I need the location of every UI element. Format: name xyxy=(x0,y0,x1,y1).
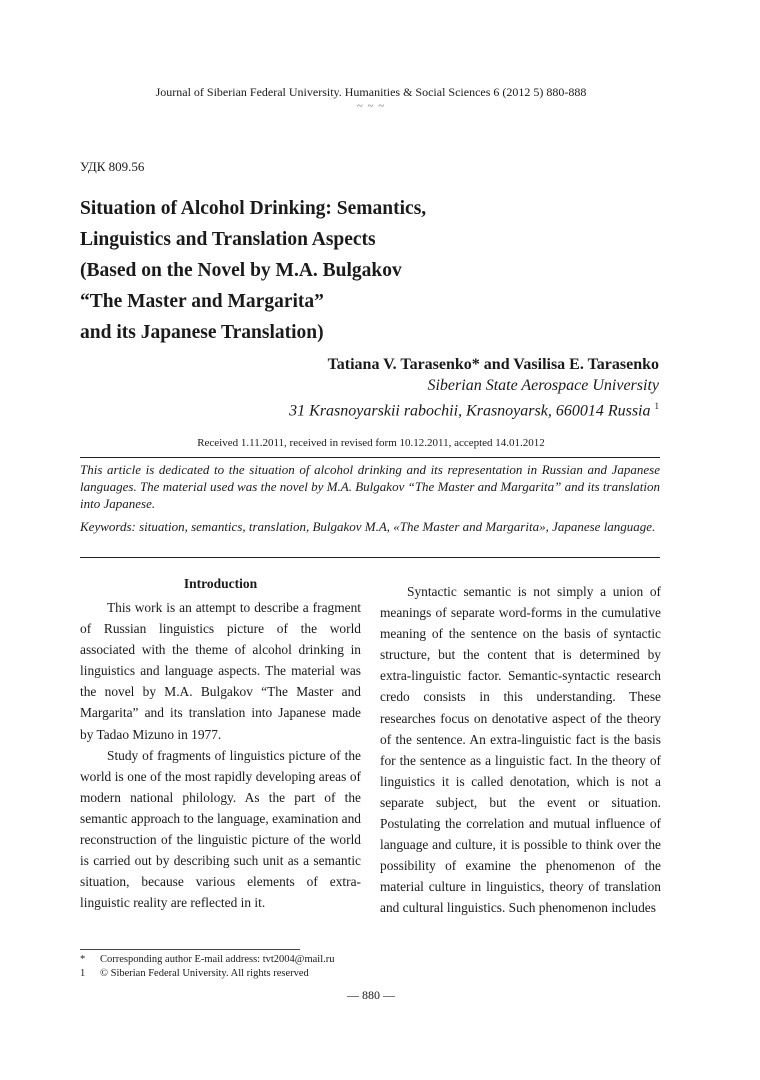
footnote-mark: * xyxy=(80,954,86,965)
keywords: Keywords: situation, semantics, translation, Bulgakov M.A, «The Master and Margarita», Japanese language. xyxy=(80,519,656,534)
udk-code: УДК 809.56 xyxy=(80,159,145,174)
left-column xyxy=(80,597,361,913)
footnote-rule xyxy=(80,949,300,950)
title-line: “The Master and Margarita” xyxy=(80,291,324,312)
received-dates: Received 1.11.2011, received in revised form 10.12.2011, accepted 14.01.2012 xyxy=(197,437,545,449)
abstract-text: This article is dedicated to the situation of alcohol drinking and its representation in Russian and Japanese languages. The material used was the novel by M.A. Bulgakov “The Master and Margarita” and its translation into Japanese. xyxy=(80,462,660,511)
title-line: (Based on the Novel by M.A. Bulgakov xyxy=(80,260,402,281)
section-heading: Introduction xyxy=(183,576,258,591)
page-number: — 880 — xyxy=(347,988,395,1002)
paragraph: Syntactic semantic is not simply a union of meanings of separate word-forms in the cumulative meaning of the sentence on the basis of syntactic structure, but the content that is determined by extra-linguistic factor. Semantic-syntactic research credo consists in this understanding. These researches focus on denotative aspect of the theory of the sentence. An extra-linguistic fact is the basis for the sentence as a linguistic fact. In the theory of linguistics it is called denotation, which is not a separate subject, but the event or situation. Postulating the correlation and mutual influence of language and culture, it is possible to think over the possibility of examine the phenomenon of the material culture in linguistics, theory of translation and cultural linguistics. Such phenomenon includes xyxy=(380,584,661,916)
article-title xyxy=(80,193,600,348)
title-line: and its Japanese Translation) xyxy=(80,322,324,343)
title-line: Situation of Alcohol Drinking: Semantics, xyxy=(80,198,427,219)
journal-header: Journal of Siberian Federal University. Humanities & Social Sciences 6 (2012 5) 880-888 xyxy=(155,85,587,99)
abstract-bottom-rule xyxy=(80,557,660,558)
footnote-mark: 1 xyxy=(80,968,86,979)
abstract-block xyxy=(80,461,660,541)
institution: Siberian State Aerospace University xyxy=(427,377,659,394)
footnote xyxy=(80,967,309,981)
footnote-text: Corresponding author E-mail address: tvt2004@mail.ru xyxy=(100,954,335,965)
address-line xyxy=(289,396,659,421)
right-column xyxy=(380,581,661,919)
footnote-mark: 1 xyxy=(654,401,659,411)
authors: Tatiana V. Tarasenko* and Vasilisa E. Tarasenko xyxy=(327,356,659,373)
footnote-text: © Siberian Federal University. All rights reserved xyxy=(100,968,309,979)
paragraph: Study of fragments of linguistics picture of the world is one of the most rapidly developing areas of modern national philology. As the part of the semantic approach to the language, examination and reconstruction of the linguistic picture of the world is carried out by describing such unit as a semantic situation, because various elements of extra-linguistic reality are reflected in it. xyxy=(80,747,361,911)
title-line: Linguistics and Translation Aspects xyxy=(80,229,376,250)
paragraph: This work is an attempt to describe a fragment of Russian linguistics picture of the world associated with the theme of alcohol drinking in linguistics and language aspects. The material was the novel by M.A. Bulgakov “The Master and Margarita” and its translation into Japanese made by Tadao Mizuno in 1977. xyxy=(80,600,361,742)
address: 31 Krasnoyarskii rabochii, Krasnoyarsk, 660014 Russia xyxy=(289,402,651,420)
header-separator: ~ ~ ~ xyxy=(356,100,386,112)
abstract-top-rule xyxy=(80,457,660,458)
footnote xyxy=(80,953,335,967)
affiliation xyxy=(289,376,659,421)
